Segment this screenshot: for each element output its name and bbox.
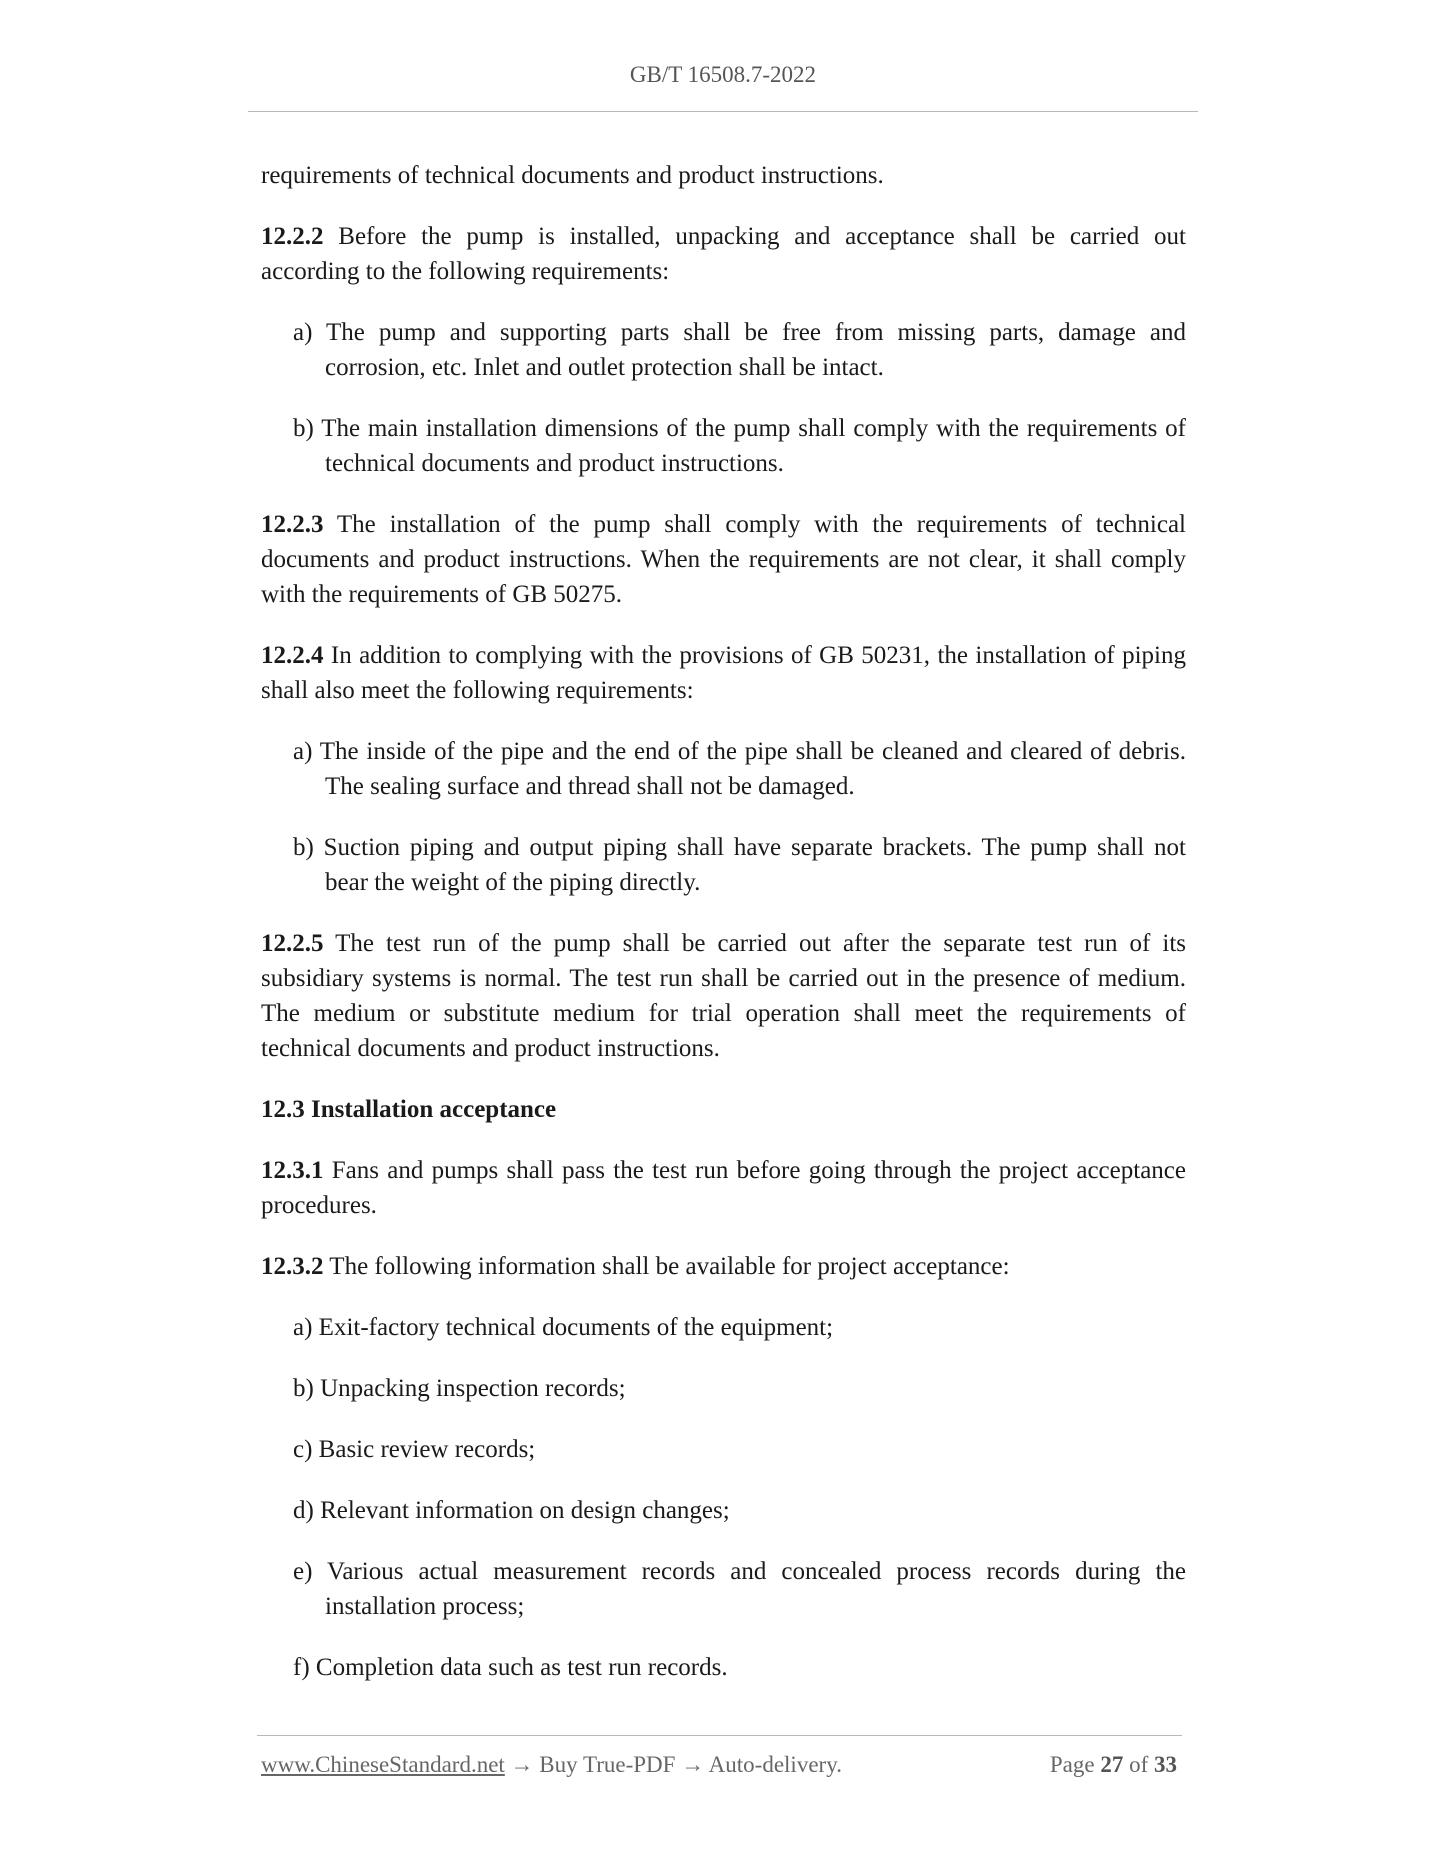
buy-pdf-text: Buy True-PDF: [539, 1752, 676, 1777]
clause-number: 12.2.2: [261, 223, 324, 250]
list-item: a) The inside of the pipe and the end of the pipe shall be cleaned and cleared of debris. The sealing surface and thread shall not be damaged.: [293, 738, 1186, 800]
list-item: b) Unpacking inspection records;: [293, 1375, 626, 1402]
of-label: of: [1129, 1752, 1149, 1777]
footer-promo: [261, 1752, 842, 1778]
current-page-number: 27: [1100, 1752, 1124, 1777]
list-item: e) Various actual measurement records and concealed process records during the installation process;: [293, 1558, 1186, 1620]
clause-number: 12.2.5: [261, 930, 324, 957]
clause-text: The following information shall be available for project acceptance:: [323, 1253, 1010, 1280]
clause-number: 12.3.2: [261, 1253, 324, 1280]
section-heading-12-3: 12.3 Installation acceptance: [261, 1096, 557, 1123]
clause-12-3-2: [261, 1249, 1186, 1284]
document-header-title: GB/T 16508.7-2022: [629, 62, 817, 87]
clause-text: In addition to complying with the provisions of GB 50231, the installation of piping shall also meet the following requirements:: [261, 642, 1186, 704]
clause-text: The test run of the pump shall be carried out after the separate test run of its subsidiary systems is normal. The test run shall be carried out in the presence of medium. The medium or substitute medium for trial operation shall meet the requirements of technical documents and product instructions.: [261, 930, 1186, 1062]
arrow-right-icon: →: [510, 1752, 534, 1777]
auto-delivery-text: Auto-delivery.: [708, 1752, 842, 1777]
header-divider: [248, 111, 1198, 112]
clause-12-2-3: [261, 507, 1186, 612]
continued-paragraph: requirements of technical documents and product instructions.: [261, 162, 884, 189]
page-indicator: [1050, 1752, 1177, 1778]
arrow-right-icon: →: [681, 1752, 705, 1777]
list-item: b) Suction piping and output piping shall have separate brackets. The pump shall not bear the weight of the piping directly.: [293, 834, 1186, 896]
clause-text: Fans and pumps shall pass the test run before going through the project acceptance procedures.: [261, 1157, 1186, 1219]
clause-number: 12.3.1: [261, 1157, 324, 1184]
page-body: [261, 158, 1186, 1711]
clause-number: 12.2.3: [261, 511, 324, 538]
list-item: a) The pump and supporting parts shall be free from missing parts, damage and corrosion, etc. Inlet and outlet protection shall be intact.: [293, 319, 1186, 381]
list-item: a) Exit-factory technical documents of the equipment;: [293, 1314, 834, 1341]
clause-number: 12.2.4: [261, 642, 324, 669]
clause-text: Before the pump is installed, unpacking and acceptance shall be carried out according to the following requirements:: [261, 223, 1186, 285]
clause-text: The installation of the pump shall comply with the requirements of technical documents and product instructions. When the requirements are not clear, it shall comply with the requirements of GB 50275.: [261, 511, 1186, 608]
clause-12-3-1: [261, 1153, 1186, 1223]
website-link[interactable]: www.ChineseStandard.net: [261, 1752, 505, 1777]
footer-divider: [257, 1735, 1182, 1736]
list-item: b) The main installation dimensions of the pump shall comply with the requirements of technical documents and product instructions.: [293, 415, 1186, 477]
clause-12-2-2: [261, 219, 1186, 289]
page-label: Page: [1049, 1752, 1095, 1777]
clause-12-2-4: [261, 638, 1186, 708]
list-item: f) Completion data such as test run records.: [293, 1654, 728, 1681]
list-item: d) Relevant information on design changes;: [293, 1497, 730, 1524]
list-item: c) Basic review records;: [293, 1436, 536, 1463]
clause-12-2-5: [261, 926, 1186, 1066]
total-pages-number: 33: [1154, 1752, 1177, 1777]
